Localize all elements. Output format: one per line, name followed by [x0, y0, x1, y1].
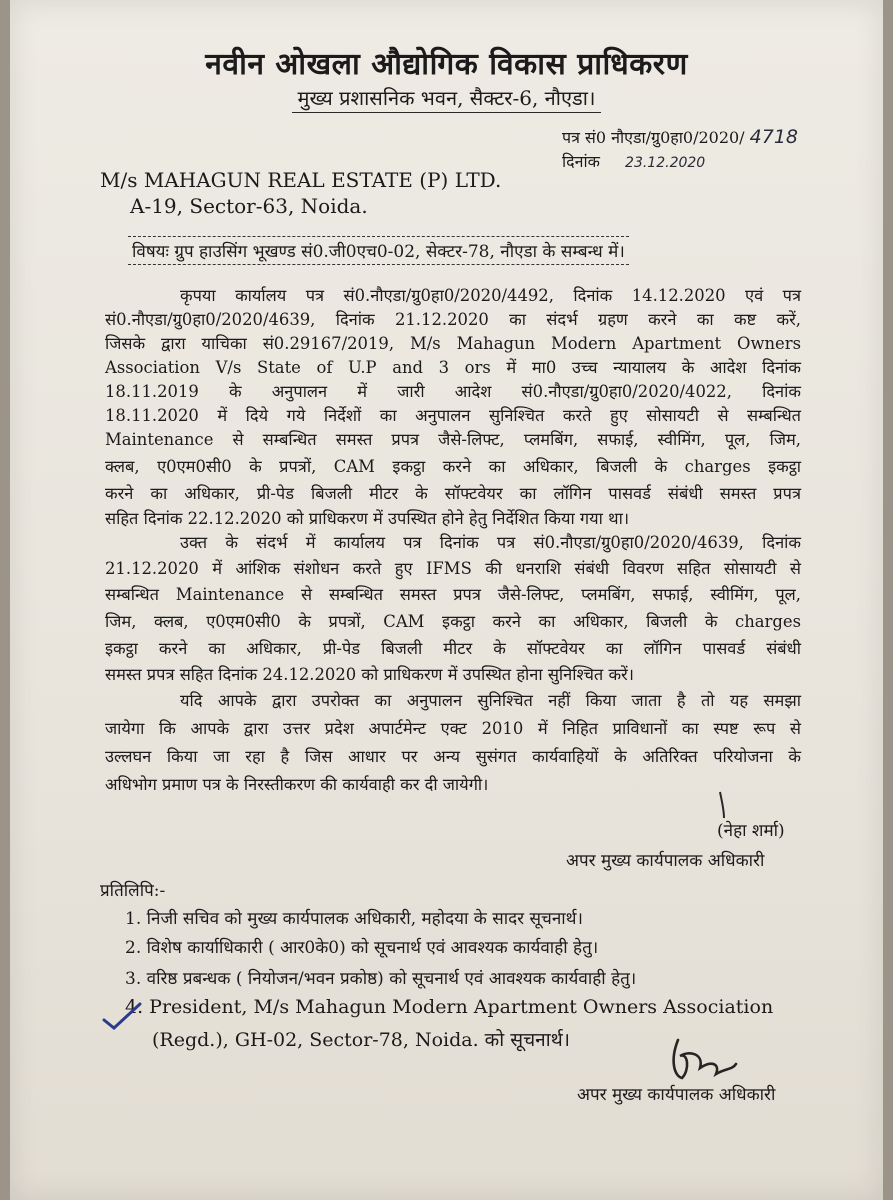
letter-number: पत्र सं0 नौएडा/ग्रु0हा0/2020/ 4718 — [562, 126, 799, 148]
organization-name: नवीन ओखला औद्योगिक विकास प्राधिकरण — [205, 47, 688, 82]
copy-item-1: 1. निजी सचिव को मुख्य कार्यपालक अधिकारी, महोदया के सादर सूचनार्थ। — [125, 909, 583, 929]
copy-to-heading: प्रतिलिपि:- — [100, 881, 166, 901]
letter-date-handwritten: 23.12.2020 — [625, 155, 706, 171]
signatory-designation: अपर मुख्य कार्यपालक अधिकारी — [566, 851, 765, 871]
addressee-line-1: M/s MAHAGUN REAL ESTATE (P) LTD. — [100, 168, 502, 192]
copy-item-4: 4. President, M/s Mahagun Modern Apartment Owners Association — [125, 996, 774, 1018]
addressee-line-2: A-19, Sector-63, Noida. — [130, 194, 368, 218]
pen-tick-mark — [100, 998, 150, 1038]
letter-number-handwritten: 4718 — [749, 126, 799, 148]
copy-designation: अपर मुख्य कार्यपालक अधिकारी — [577, 1085, 776, 1105]
subject-line: विषयः ग्रुप हाउसिंग भूखण्ड सं0.जी0एच0-02, सेक्टर-78, नौएडा के सम्बन्ध में। — [128, 236, 629, 265]
organization-address: मुख्य प्रशासनिक भवन, सैक्टर-6, नौएडा। — [0, 84, 893, 111]
signatory-name: (नेहा शर्मा) — [717, 821, 785, 841]
copy-item-4-continued: (Regd.), GH-02, Sector-78, Noida. को सूचनार्थ। — [152, 1029, 570, 1051]
copy-item-2: 2. विशेष कार्याधिकारी ( आर0के0) को सूचनार्थ एवं आवश्यक कार्यवाही हेतु। — [125, 938, 599, 958]
copy-item-3: 3. वरिष्ठ प्रबन्धक ( नियोजन/भवन प्रकोष्ठ) को सूचनार्थ एवं आवश्यक कार्यवाही हेतु। — [125, 969, 637, 989]
initials-signature — [660, 1030, 750, 1090]
letter-date: दिनांक 23.12.2020 — [562, 152, 706, 171]
